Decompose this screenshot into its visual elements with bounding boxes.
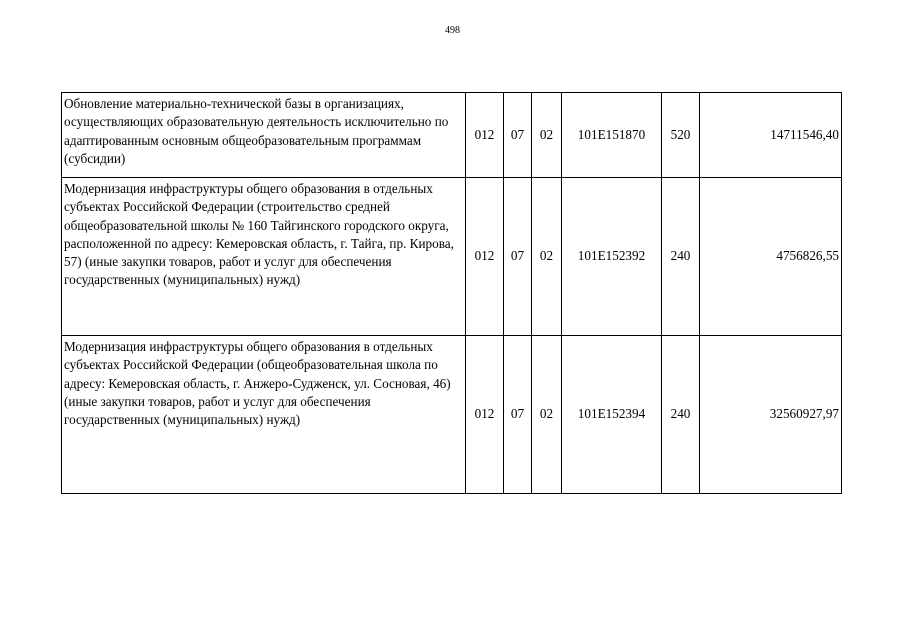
row-section-code: 07: [504, 336, 532, 494]
row-amount: 14711546,40: [700, 93, 842, 178]
row-subsection-code: 02: [532, 93, 562, 178]
row-subsection-code: 02: [532, 336, 562, 494]
table-row: [62, 336, 842, 494]
table-row: [62, 93, 842, 178]
row-grbs-code: 012: [466, 178, 504, 336]
row-subsection-code: 02: [532, 178, 562, 336]
row-description: Модернизация инфраструктуры общего образования в отдельных субъектах Российской Федерации (строительство средней общеобразовательной школы № 160 Тайгинского городского округа, расположенной по адресу: Кемеровская область, г. Тайга, пр. Кирова, 57) (иные закупки товаров, работ и услуг для обеспечения государственных (муниципальных) нужд): [62, 178, 466, 336]
row-expense-type: 240: [662, 336, 700, 494]
row-grbs-code: 012: [466, 336, 504, 494]
row-section-code: 07: [504, 93, 532, 178]
row-section-code: 07: [504, 178, 532, 336]
row-description: Обновление материально-технической базы в организациях, осуществляющих образовательную деятельность исключительно по адаптированным основным общеобразовательным программам (субсидии): [62, 93, 466, 178]
row-grbs-code: 012: [466, 93, 504, 178]
row-description: Модернизация инфраструктуры общего образования в отдельных субъектах Российской Федерации (общеобразовательная школа по адресу: Кемеровская область, г. Анжеро-Судженск, ул. Сосновая, 46) (иные закупки товаров, работ и услуг для обеспечения государственных (муниципальных) нужд): [62, 336, 466, 494]
budget-table: [61, 92, 842, 494]
row-target-article: 101E152392: [562, 178, 662, 336]
row-amount: 32560927,97: [700, 336, 842, 494]
row-target-article: 101E151870: [562, 93, 662, 178]
row-expense-type: 240: [662, 178, 700, 336]
table-row: [62, 178, 842, 336]
page-number: 498: [445, 25, 460, 36]
row-amount: 4756826,55: [700, 178, 842, 336]
row-expense-type: 520: [662, 93, 700, 178]
row-target-article: 101E152394: [562, 336, 662, 494]
